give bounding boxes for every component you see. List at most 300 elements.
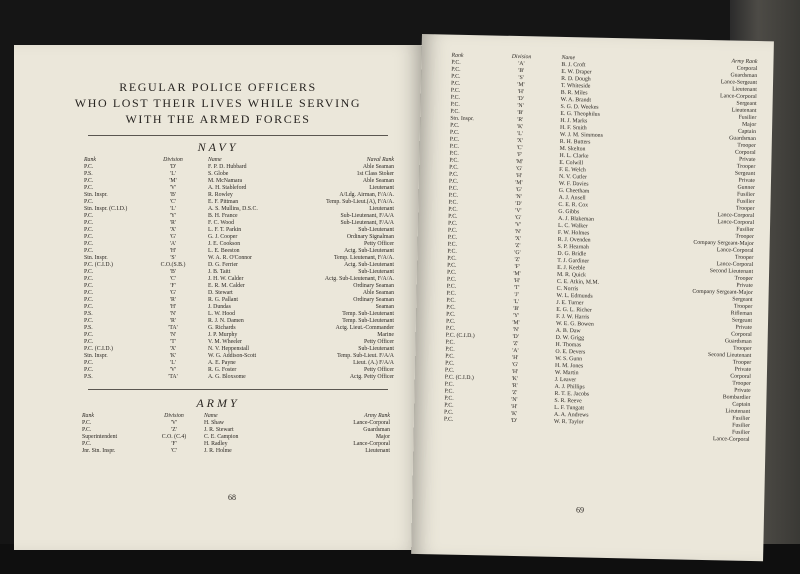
row-naval-rank: Ordinary Seaman [353,283,394,289]
row-division: 'H' [169,248,177,254]
list-item [14,227,422,234]
row-name: R. G. Foster [208,367,237,373]
row-name: W. R. Taylor [553,418,584,426]
row-rank: Stn. Inspr. (C.I.D.) [84,206,128,212]
header-division: Division [163,157,183,163]
header-rank: Rank [82,413,94,419]
row-rank: P.C. [444,402,454,409]
row-name: G. Gibbs [558,208,580,216]
row-rank: P.C. [84,276,94,282]
row-rank: P.C. [451,73,461,80]
header-naval-rank: Naval Rank [366,157,394,163]
row-division: 'Z' [514,242,521,250]
row-division: 'S' [170,255,176,261]
row-naval-rank: Able Seaman [362,164,394,170]
row-rank: P.C. [84,185,94,191]
row-rank: P.C. (C.I.D.) [84,262,113,268]
row-division: 'X' [169,346,177,352]
army-header-row [14,413,422,420]
row-division: 'T' [513,284,520,292]
row-name: M. Skelton [559,145,586,153]
row-name: A. J. Phillips [554,383,585,391]
list-item [14,262,422,269]
row-army-rank: Corporal [736,65,758,73]
list-item [14,213,422,220]
row-rank: P.C. [448,199,458,206]
row-division: 'Y' [512,312,520,320]
row-rank: P.C. [448,185,459,192]
list-item [14,420,422,427]
row-name [544,433,650,442]
row-naval-rank: Temp. Sub-Lieutenant [342,311,394,317]
row-division: 'B' [170,192,176,198]
row-division: 'Z' [512,340,519,348]
row-army-rank: Lance-Corporal [712,436,750,443]
page-title [14,79,422,127]
row-rank: P.C. [82,420,92,426]
row-naval-rank: Ordinary Seaman [353,297,394,303]
header-rank: Rank [84,157,96,163]
row-rank: P.C. [449,164,459,171]
row-division: 'B' [517,110,524,117]
row-rank: P.C. [84,339,94,345]
row-name: J. E. Turner [556,299,584,307]
row-naval-rank: Temp. Sub-Lieut.(A), F/A/A. [326,199,394,205]
list-item [14,318,422,325]
row-division: 'R' [170,318,176,324]
row-naval-rank: Lieutenant [369,206,394,212]
row-rank: P.C. [84,199,94,205]
title-line-3: WITH THE ARMED FORCES [125,112,311,126]
row-name: B. J. Croft [561,61,586,69]
row-name: A. A. Andrews [553,411,589,419]
row-name: B. R. Miles [560,89,588,97]
row-naval-rank: Temp. Lieutenant, F/A/A. [334,255,394,261]
row-division: 'B' [518,68,525,75]
list-item [14,441,422,448]
row-division: 'N' [511,396,518,404]
row-army-rank: Trooper [735,233,754,240]
row-division: 'R' [511,382,518,390]
row-name: H. Shaw [204,420,224,426]
list-item [14,367,422,374]
row-rank: P.C. [82,427,92,433]
row-rank: P.C. [84,360,94,366]
row-army-rank: Sergeant [732,296,753,303]
row-division: 'B' [513,305,520,313]
row-name: J. B. Taitt [208,269,231,275]
row-rank: P.C. [450,122,460,129]
list-item [14,276,422,283]
row-division: 'G' [514,249,521,257]
row-rank: P.C. [449,129,460,136]
row-army-rank: Fusilier [732,422,750,429]
row-division: 'Z' [171,427,177,433]
row-division: 'R' [170,297,176,303]
row-name: H. Radley [204,441,228,447]
row-rank: P.C. [444,395,454,402]
navy-heading: NAVY [197,140,239,154]
header-name: Name [561,54,576,62]
row-division: 'T' [170,339,176,345]
row-army-rank: Major [375,434,390,440]
row-division: 'X' [516,138,523,145]
row-name: H. L. Clarke [559,152,589,160]
row-name: S. R. Reeve [554,397,582,405]
row-division: 'M' [513,270,521,278]
row-rank: P.C. [84,290,94,296]
page-number: 68 [228,493,236,502]
row-division: 'G' [514,214,522,222]
row-rank: P.C. [444,367,455,374]
row-army-rank: Fusilier [736,191,755,199]
header-rank: Rank [451,52,464,59]
row-rank: P.C. [84,269,94,275]
row-naval-rank: Temp. Sub-Lieut. F/A/A [337,353,394,359]
row-name: R. Rowley [208,192,233,198]
row-rank: P.C. [449,157,459,164]
list-item [14,269,422,276]
row-rank: P.C. [448,171,459,178]
row-name: N. V. Heppenstall [208,346,250,352]
row-rank: P.C. [84,367,94,373]
row-naval-rank: Sub-Lieutenant, F/A/A [340,213,394,219]
row-naval-rank: Able Seaman [362,178,394,184]
list-item [14,325,422,332]
row-name: W. G. Addison-Scott [208,353,257,359]
list-item [14,234,422,241]
list-item [14,427,422,434]
row-name: R. T. E. Jacobs [554,390,590,398]
row-name: A. J. Blakeman [558,215,594,223]
row-rank: P.C. [447,227,458,234]
list-item [14,241,422,248]
row-name: W. A. R. O'Connor [208,255,252,261]
row-rank: P.C. [447,234,458,241]
row-name: J. Leaver [554,376,577,384]
row-division: 'D' [517,96,524,103]
row-division: 'G' [169,290,177,296]
row-name: M. McNamara [208,178,243,184]
row-division: 'X' [514,235,521,243]
row-name: H. F. Smith [560,124,587,132]
row-name: H. Thomas [555,341,582,349]
row-naval-rank: Actg. Lieut.-Commander [335,325,394,331]
row-division: 'D' [169,164,177,170]
row-name: D. G. Ferrier [208,262,238,268]
row-name: R. J. Ovenden [557,236,591,244]
row-rank: P.C. [446,297,456,304]
row-name: N. V. Cutler [558,173,587,181]
row-army-rank: Rifleman [730,310,753,317]
row-rank: P.C. [84,213,94,219]
row-division: 'M' [169,178,177,184]
row-rank: P.C. [443,416,454,423]
row-rank: Jnr. Stn. Inspr. [82,448,116,454]
row-division: 'G' [511,361,519,369]
row-division: 'V' [515,207,522,215]
row-name: W. L. Edmunds [556,292,593,300]
row-rank: P.C. [445,339,455,346]
row-army-rank: Sergeant [734,170,756,178]
row-rank: P.C. [448,213,458,220]
row-division: 'R' [517,117,524,124]
row-name: J. R. Holme [204,448,232,454]
row-division: 'G' [515,165,523,173]
row-army-rank: Fusilier [736,226,755,233]
list-item [14,353,422,360]
row-naval-rank: Marine [377,332,394,338]
row-name: F. J. W. Harris [556,313,590,321]
row-name: W. S. Gunn [555,355,583,363]
row-name: E. R. M. Calder [208,283,245,289]
row-division: 'K' [510,410,518,418]
row-name: L. F. Tungatt [554,404,585,412]
row-army-rank: Company Sergeant-Major [692,288,753,296]
row-name: W. E. G. Bowen [555,320,594,328]
row-rank: P.C. [84,234,94,240]
row-division: 'F' [516,152,523,159]
row-army-rank: Bombardier [722,394,751,401]
list-item [14,290,422,297]
row-rank: P.C. (C.I.D.) [84,346,113,352]
row-division: 'G' [169,234,177,240]
row-army-rank: Fusilier [738,114,757,122]
row-name: R. G. Pallant [208,297,238,303]
row-army-rank: Trooper [736,163,756,171]
row-name: W. Martin [554,369,579,377]
row-naval-rank: Sub-Lieutenant [358,227,394,233]
row-name: V. M. Wheeler [208,339,242,345]
row-rank: P.C. [447,255,457,262]
row-rank: P.C. [446,283,457,290]
row-naval-rank: Able Seaman [362,290,394,296]
row-naval-rank: Sub-Lieutenant [358,269,394,275]
row-division: 'N' [512,326,520,334]
row-division: 'B' [170,269,176,275]
row-army-rank: Lieutenant [365,448,390,454]
navy-header-row [14,157,422,164]
list-item [14,339,422,346]
row-rank: P.C. [84,164,94,170]
row-naval-rank: Petty Officer [364,367,394,373]
row-army-rank: Private [734,366,752,373]
army-heading: ARMY [196,396,240,410]
row-rank: P.C. [84,227,94,233]
row-rank: P.C. [84,304,94,310]
row-name: L. E. Beeston [208,248,240,254]
row-name: R. D. Dough [561,75,591,83]
row-name: L. F. T. Parkin [208,227,242,233]
row-army-rank: Lance-Corporal [353,441,390,447]
row-army-rank: Trooper [732,380,751,387]
row-division: 'H' [511,403,518,411]
row-rank: P.C. [448,192,459,199]
row-rank: P.C. [444,388,454,395]
divider [88,389,388,390]
row-rank: P.C. [446,304,456,311]
row-rank: P.C. [445,353,455,360]
row-name: A. B. Daw [555,327,581,335]
row-rank: P.C. [450,80,461,87]
row-army-rank: Sergeant [736,100,757,108]
row-name: L. C. Walker [557,222,588,230]
row-rank: P.C. [84,318,94,324]
list-item [14,192,422,199]
row-name: E. Colwill [559,159,584,167]
row-army-rank: Captain [732,401,751,408]
row-naval-rank: Temp. Sub-Lieutenant [342,318,394,324]
row-rank: P.C. (C.I.D.) [444,374,474,382]
list-item [14,178,422,185]
row-rank: P.C. [445,318,456,325]
row-rank: P.C. [446,290,456,297]
row-name: J. Dundas [208,304,231,310]
row-name: A. G. Bloxsome [208,374,246,380]
row-army-rank: Lieutenant [732,86,757,94]
row-name: T. J. Gardiner [557,257,590,265]
row-naval-rank: Actg. Sub-Lieutenant [344,248,394,254]
row-army-rank: Guardsman [730,72,758,80]
header-name: Name [204,413,218,419]
row-rank: P.C. [447,220,458,227]
row-division: 'N' [169,332,177,338]
row-army-rank: Lance-Sergeant [720,79,758,87]
list-item [14,185,422,192]
row-army-rank: Trooper [737,142,756,150]
row-rank: P.C. [450,108,460,115]
row-division: 'L' [513,298,520,306]
row-army-rank: Captain [737,128,757,136]
row-name: J. H. W. Calder [208,276,244,282]
row-name: E. G. L. Richer [556,306,592,314]
row-rank: P.C. [84,283,94,289]
row-army-rank: Corporal [731,331,752,338]
row-army-rank: Company Sergeant-Major [693,239,754,247]
row-rank: P.S. [84,311,93,317]
row-name: F. W. Holmes [557,229,590,237]
row-rank: P.C. [447,248,457,255]
row-naval-rank: Seaman [375,304,394,310]
row-army-rank: Trooper [734,254,754,261]
row-division: 'V' [169,367,177,373]
row-name: W. A. Brandt [560,96,592,104]
row-division: 'N' [515,193,522,201]
row-rank: P.C. [450,101,460,108]
row-division: 'F' [514,263,520,271]
row-naval-rank: 1st Class Stoker [356,171,394,177]
row-division: 'K' [511,375,518,383]
row-army-rank: Lieutenant [731,107,757,115]
list-item [14,171,422,178]
divider [88,135,388,136]
row-naval-rank: Actg. Sub-Lieutenant, F/A/A. [324,276,394,282]
row-division: 'H' [513,277,521,285]
header-name: Name [208,157,222,163]
row-army-rank: Trooper [734,275,754,282]
row-rank: Stn. Inspr. [84,353,108,359]
row-division: 'D' [512,333,519,341]
row-naval-rank: Lieut. (A.) F/A/A [353,360,394,366]
row-name: E. F. Pittman [208,199,239,205]
row-army-rank: Fusilier [731,429,750,436]
row-rank: P.C. [84,248,94,254]
row-army-rank: Gunner [737,184,755,192]
row-army-rank: Fusilier [732,415,751,422]
row-name: W. J. M. Simmons [559,131,603,139]
page-number: 69 [575,505,585,515]
row-division: 'L' [170,171,176,177]
row-naval-rank: Petty Officer [364,339,394,345]
row-division: 'N' [169,311,177,317]
list-item [14,374,422,381]
row-division: 'Y' [169,213,177,219]
row-rank: P.C. [446,269,457,276]
row-army-rank: Lance-Corporal [716,247,754,254]
row-naval-rank: A/Ldg. Airman, F/A/A. [339,192,394,198]
row-army-rank: Trooper [735,205,755,212]
row-division: 'K' [169,353,177,359]
row-rank: P.S. [84,325,93,331]
row-army-rank: Lance-Corporal [716,261,754,268]
row-rank: P.C. [446,311,456,318]
row-division: 'TA' [168,374,178,380]
row-division: 'C' [170,199,176,205]
row-rank [414,430,484,438]
row-division: 'A' [518,61,525,68]
row-naval-rank: Ordinary Signalman [346,234,394,240]
row-division: 'M' [512,319,520,327]
row-army-rank: Trooper [732,345,752,352]
list-item [14,448,422,455]
row-name: C. E. Campion [204,434,239,440]
list-item [14,434,422,441]
row-naval-rank: Actg. Petty Officer [349,374,394,380]
row-name: H. M. Jones [555,362,584,370]
list-item [14,164,422,171]
row-name: C. E. R. Cox [558,201,589,209]
row-name: W. F. Davies [558,180,589,188]
row-army-rank: Corporal [730,373,751,380]
row-army-rank: Private [736,282,753,289]
row-rank: P.C. [450,94,461,101]
row-division: 'Z' [514,256,521,264]
row-name: G. J. Cooper [208,234,238,240]
row-naval-rank: Sub-Lieutenant, F/A/A [340,220,394,226]
row-rank: P.C. [82,441,92,447]
row-name: J. E. Cookson [208,241,241,247]
row-name: B. H. France [208,213,238,219]
row-rank: P.C. [451,59,461,66]
row-army-rank: Private [738,156,756,164]
list-item [14,248,422,255]
row-name: A. S. Mullins, D.S.C. [208,206,258,212]
row-army-rank: Lance-Corporal [717,219,755,226]
row-rank: P.C. (C.I.D.) [445,332,475,340]
list-item [14,206,422,213]
row-name: R. H. Butters [559,138,591,146]
row-army-rank: Private [738,177,756,185]
right-page [411,34,774,561]
row-name: R. J. N. Damen [208,318,244,324]
row-division: C.O.(S.B.) [160,262,186,268]
row-division: 'D' [515,200,522,208]
row-division: 'V' [514,221,522,229]
row-name: F. E. Welch [559,166,586,174]
row-army-rank: Second Lieutenant [709,268,754,275]
row-name: D. Stewart [208,290,233,296]
row-name: A. E. Payne [208,360,236,366]
